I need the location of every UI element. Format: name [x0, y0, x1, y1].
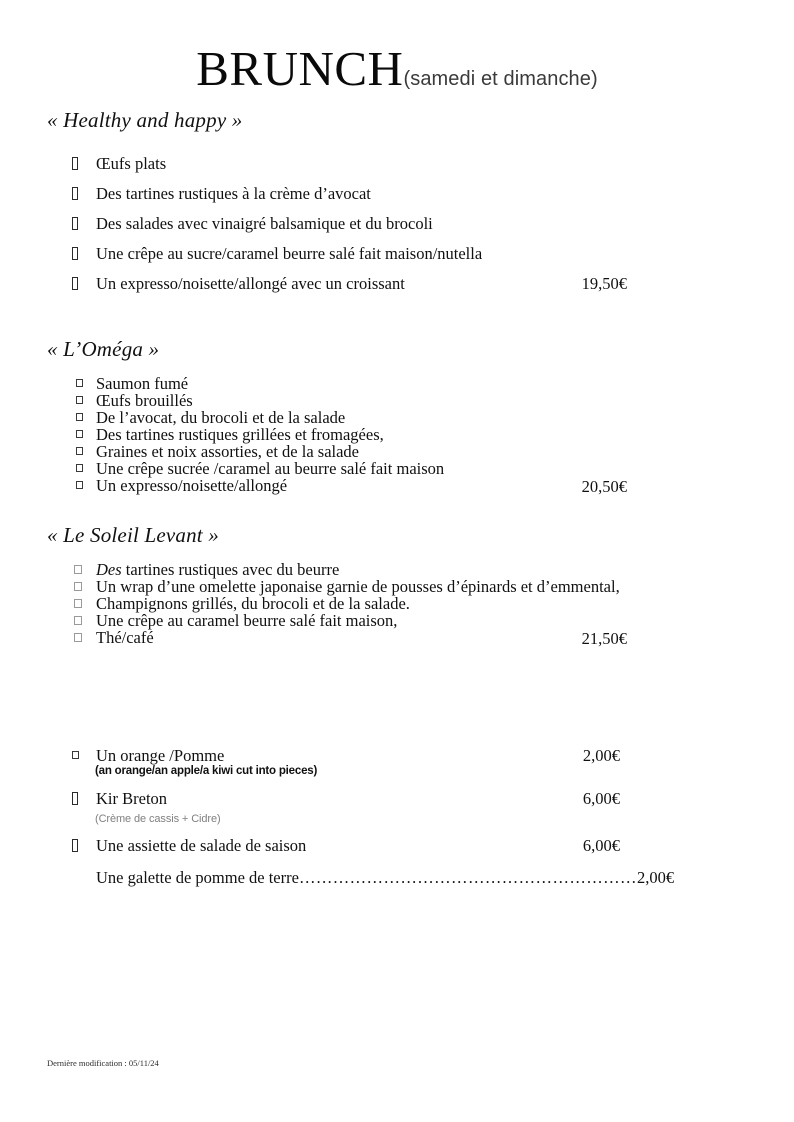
bullet-icon [76, 430, 83, 438]
last-modified-footer: Dernière modification : 05/11/24 [47, 1058, 159, 1068]
extra-item [72, 836, 306, 856]
bullet-icon [72, 217, 78, 230]
menu-item-label: De l’avocat, du brocoli et de la salade [96, 408, 346, 427]
extra-item-label: Une assiette de salade de saison [96, 836, 307, 855]
title-subtitle: (samedi et dimanche) [403, 68, 598, 90]
bullet-icon [74, 582, 82, 591]
menu-item-label: Saumon fumé [96, 374, 189, 393]
menu-item-label: Des tartines rustiques à la crème d’avocat [96, 184, 371, 203]
bullet-icon [76, 447, 83, 455]
menu-item [72, 184, 371, 204]
menu-item-label: Œufs plats [96, 154, 167, 173]
extra-item-price: 2,00€ [582, 746, 620, 765]
menu-item-label: Un wrap d’une omelette japonaise garnie de pousses d’épinards et d’emmental, [96, 577, 620, 596]
bullet-icon [76, 481, 83, 489]
extra-item-note: (an orange/an apple/a kiwi cut into pieces) [95, 765, 318, 777]
extra-item-price: 2,00€ [636, 868, 675, 887]
section-heading-lomega: « L’Oméga » [47, 337, 160, 361]
extra-item-label: Une galette de pomme de terre [96, 868, 299, 887]
menu-item-label: Un expresso/noisette/allongé avec un croissant [96, 274, 405, 293]
section-price: 20,50€ [581, 477, 627, 496]
menu-item [74, 628, 154, 648]
title-main: BRUNCH [196, 41, 404, 96]
section-price: 21,50€ [581, 629, 627, 648]
leader-dots: …………………………………………………… [298, 868, 637, 887]
menu-item-label: Des salades avec vinaigré balsamique et du brocoli [96, 214, 433, 233]
menu-item-label: Œufs brouillés [96, 391, 193, 410]
bullet-icon [72, 751, 79, 759]
bullet-icon [74, 565, 82, 574]
bullet-icon [72, 792, 78, 805]
bullet-icon [76, 396, 83, 404]
menu-item [72, 154, 166, 174]
menu-item-label: Une crêpe au sucre/caramel beurre salé fait maison/nutella [96, 244, 483, 263]
bullet-icon [72, 187, 78, 200]
extra-item-note: (Crème de cassis + Cidre) [95, 813, 221, 825]
menu-item [76, 476, 287, 496]
page-title [0, 41, 794, 96]
menu-item-label: tartines rustiques avec du beurre [121, 560, 340, 579]
menu-item [72, 244, 482, 264]
menu-item-label: Une crêpe au caramel beurre salé fait maison, [96, 611, 398, 630]
bullet-icon [72, 247, 78, 260]
bullet-icon [72, 873, 78, 886]
bullet-icon [74, 599, 82, 608]
menu-item-label: Champignons grillés, du brocoli et de la salade. [96, 594, 410, 613]
section-heading-healthy-and-happy: « Healthy and happy » [47, 108, 243, 132]
bullet-icon [76, 464, 83, 472]
bullet-icon [74, 633, 82, 642]
extra-item [72, 746, 224, 766]
menu-item [72, 214, 433, 234]
menu-item-label: Thé/café [96, 628, 154, 647]
extra-item-with-leader [72, 868, 674, 888]
section-price: 19,50€ [581, 274, 627, 293]
menu-item-label: Graines et noix assorties, et de la salade [96, 442, 359, 461]
menu-item [72, 274, 405, 294]
menu-item-label-prefix: Des [96, 560, 122, 579]
extra-item [72, 789, 167, 809]
bullet-icon [76, 379, 83, 387]
bullet-icon [72, 157, 78, 170]
menu-item-label: Un expresso/noisette/allongé [96, 476, 288, 495]
extra-item-label: Kir Breton [96, 789, 168, 808]
menu-item-label: Des tartines rustiques grillées et fromagées, [96, 425, 384, 444]
extra-item-price: 6,00€ [582, 836, 620, 855]
bullet-icon [72, 277, 78, 290]
bullet-icon [72, 839, 78, 852]
extra-item-label: Un orange /Pomme [96, 746, 225, 765]
bullet-icon [74, 616, 82, 625]
section-heading-le-soleil-levant: « Le Soleil Levant » [47, 523, 219, 547]
extra-item-price: 6,00€ [582, 789, 620, 808]
menu-item-label: Une crêpe sucrée /caramel au beurre salé fait maison [96, 459, 445, 478]
bullet-icon [76, 413, 83, 421]
